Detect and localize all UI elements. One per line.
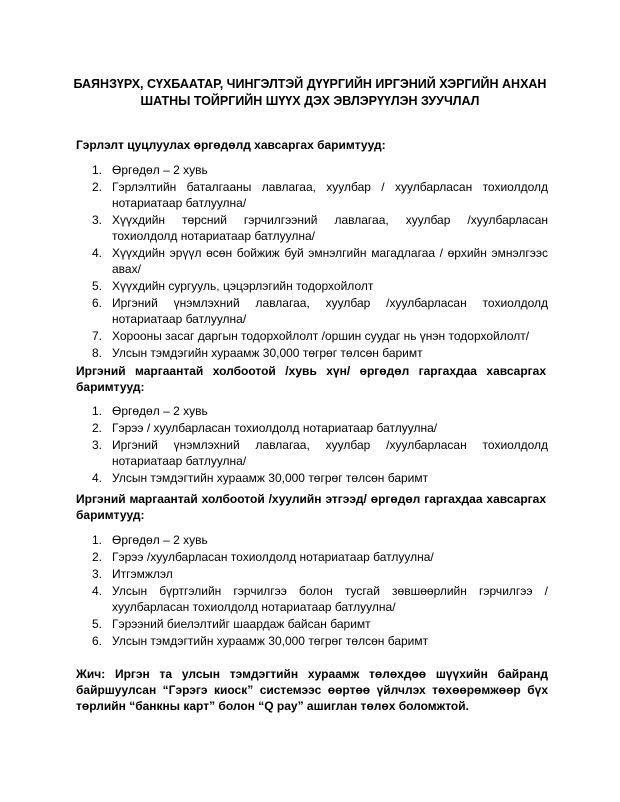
payment-note: Жич: Иргэн та улсын тэмдэгтийн хураамж төлөхдөө шүүхийн байранд байршуулсан “Гэрэгэ киоск” системээс өөртөө үйлчлэх төхөөрөмжөөр бүх төрлийн “банкны карт” болон “Q pay” ашиглан төлөх боломжтой. — [76, 667, 548, 713]
list-item: 2. Гэрээ /хуулбарласан тохиолдолд нотариатаар батлуулна/ — [92, 550, 434, 564]
legal-entity-documents-list — [76, 532, 548, 650]
title-line-1: БАЯНЗҮРХ, СҮХБААТАР, ЧИНГЭЛТЭЙ ДҮҮРГИЙН ИРГЭНИЙ ХЭРГИЙН АНХАН — [73, 77, 547, 91]
list-item: 4. Хүүхдийн эрүүл өсөн бойжиж буй эмнэлгийн магадлагаа / өрхийн эмнэлгээс авах/ — [92, 246, 548, 276]
list-item: 5. Гэрээний биелэлтийг шаардаж байсан баримт — [92, 617, 371, 631]
list-item: 1. Өргөдөл – 2 хувь — [92, 163, 208, 177]
list-item: 7. Хорооны засаг даргын тодорхойлолт /оршин суудаг нь үнэн тодорхойлолт/ — [92, 329, 530, 343]
list-item: 6. Иргэний үнэмлэхний лавлагаа, хуулбар /хуулбарласан тохиолдолд нотариатаар батлуулна/ — [92, 296, 548, 326]
individual-documents-list — [76, 403, 548, 487]
document-title — [60, 76, 560, 110]
list-item: 6. Улсын тэмдэгтийн хураамж 30,000 төгрөг төлсөн баримт — [92, 634, 429, 648]
list-item: 3. Хүүхдийн төрсний гэрчилгээний лавлагаа, хуулбар /хуулбарласан тохиолдолд нотариатаар батлуулна/ — [92, 213, 548, 243]
list-item: 4. Улсын тэмдэгтийн хураамж 30,000 төгрөг төлсөн баримт — [92, 471, 429, 485]
section-heading-divorce: Гэрлэлт цуцлуулах өргөдөлд хавсаргах баримтууд: — [76, 138, 386, 152]
section-heading-legal-entity: Иргэний маргаантай холбоотой /хуулийн этгээд/ өргөдөл гаргахдаа хавсаргах баримтууд: — [76, 492, 546, 522]
divorce-documents-list — [76, 162, 548, 362]
list-item: 3. Итгэмжлэл — [92, 567, 173, 581]
list-item: 3. Иргэний үнэмлэхний лавлагаа, хуулбар /хуулбарласан тохиолдолд нотариатаар батлуулна/ — [92, 438, 548, 468]
title-line-2: ШАТНЫ ТОЙРГИЙН ШҮҮХ ДЭХ ЭВЛЭРҮҮЛЭН ЗУУЧЛАЛ — [140, 94, 480, 108]
list-item: 2. Гэрлэлтийн баталгааны лавлагаа, хуулбар / хуулбарласан тохиолдолд нотариатаар батлуулна/ — [92, 180, 548, 210]
list-item: 8. Улсын тэмдэгийн хураамж 30,000 төгрөг төлсөн баримт — [92, 346, 423, 360]
list-item: 1. Өргөдөл – 2 хувь — [92, 404, 208, 418]
list-item: 4. Улсын бүртгэлийн гэрчилгээ болон тусгай зөвшөөрлийн гэрчилгээ /хуулбарласан тохиолдолд нотариатаар батлуулна/ — [92, 584, 548, 614]
list-item: 5. Хүүхдийн сургууль, цэцэрлэгийн тодорхойлолт — [92, 279, 374, 293]
list-item: 2. Гэрээ / хуулбарласан тохиолдолд нотариатаар батлуулна/ — [92, 421, 438, 435]
section-heading-individual: Иргэний маргаантай холбоотой /хувь хүн/ өргөдөл гаргахдаа хавсаргах баримтууд: — [76, 364, 546, 394]
list-item: 1. Өргөдөл – 2 хувь — [92, 533, 208, 547]
